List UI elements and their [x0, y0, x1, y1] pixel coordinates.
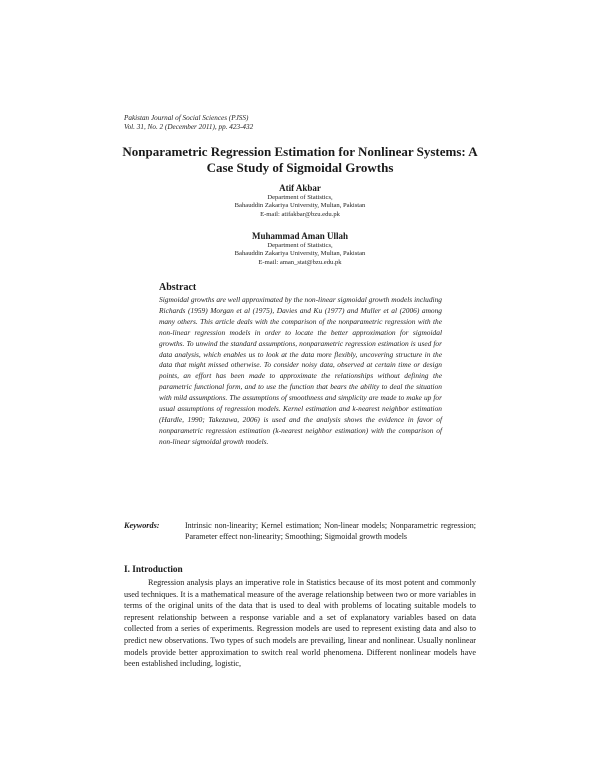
author-block-1 [150, 183, 450, 219]
keywords-label: Keywords: [124, 521, 160, 530]
abstract-heading: Abstract [159, 282, 197, 293]
introduction-text: Regression analysis plays an imperative role in Statistics because of its most potent and commonly used techniques. It is a mathematical measure of the average relationship between two or more variables in terms of the original units of the data that is used to deal with problems of locating suitable models to represent relationship between a response variable and a set of explanatory variables based on data collected from a series of experiments. Regression models are used to represent existing data and also to predict new observations. Two types of such models are prevailing, linear and nonlinear. Usually nonlinear models provide better approximation to switch real world phenomena. Different nonlinear models have been established including, logistic, [124, 578, 476, 669]
author-university: Bahauddin Zakariya University, Multan, Pakistan [234, 250, 366, 258]
author-department: Department of Statistics, [267, 242, 333, 249]
author-block-2 [150, 231, 450, 267]
author-university: Bahauddin Zakariya University, Multan, Pakistan [234, 202, 366, 210]
abstract-text: Sigmoidal growths are well approximated by the non-linear sigmoidal growth models including Richards (1959) Morgan et al (1975), Davies and Ku (1977) and Muller et al (2006) among many others. This article deals with the comparison of the nonparametric regression with the non-linear regression models in order to locate the better approximation for sigmoidal growths. To unwind the standard assumptions, nonparametric regression estimation is used for data analysis, which enables us to look at the data more flexibly, uncovering structure in the data that might missed otherwise. To consider noisy data, observed at certain time or design points, an effort has been made to approximate the relationships without defining the parametric functional form, and to use the function that bears the ability to deal the situation with mild assumptions. The assumptions of smoothness and simplicity are made to make up for usual assumptions of regression models. Kernel estimation and k-nearest neighbor estimation (Hardle, 1990; Takezawa, 2006) is used and the analysis shows the evidence in favor of nonparametric regression estimation (k-nearest neighbor estimation) with the comparison of non-linear sigmoidal growth models. [159, 295, 442, 446]
author-name: Atif Akbar [279, 183, 321, 193]
author-email: E-mail: aman_stat@bzu.edu.pk [258, 258, 342, 266]
journal-name: Pakistan Journal of Social Sciences (PJSS) [124, 114, 249, 122]
paper-title: Nonparametric Regression Estimation for Nonlinear Systems: A Case Study of Sigmoidal Growths [122, 144, 478, 175]
author-email: E-mail: atifakbar@bzu.edu.pk [260, 210, 340, 218]
journal-issue: Vol. 31, No. 2 (December 2011), pp. 423-432 [124, 123, 254, 131]
author-name: Muhammad Aman Ullah [251, 231, 349, 241]
journal-header [124, 114, 253, 132]
author-department: Department of Statistics, [267, 194, 333, 201]
introduction-heading: I. Introduction [124, 565, 183, 575]
keywords-text: Intrinsic non-linearity; Kernel estimation; Non-linear models; Nonparametric regression; Parameter effect non-linearity; Smoothing; Sigmoidal growth models [185, 521, 476, 542]
